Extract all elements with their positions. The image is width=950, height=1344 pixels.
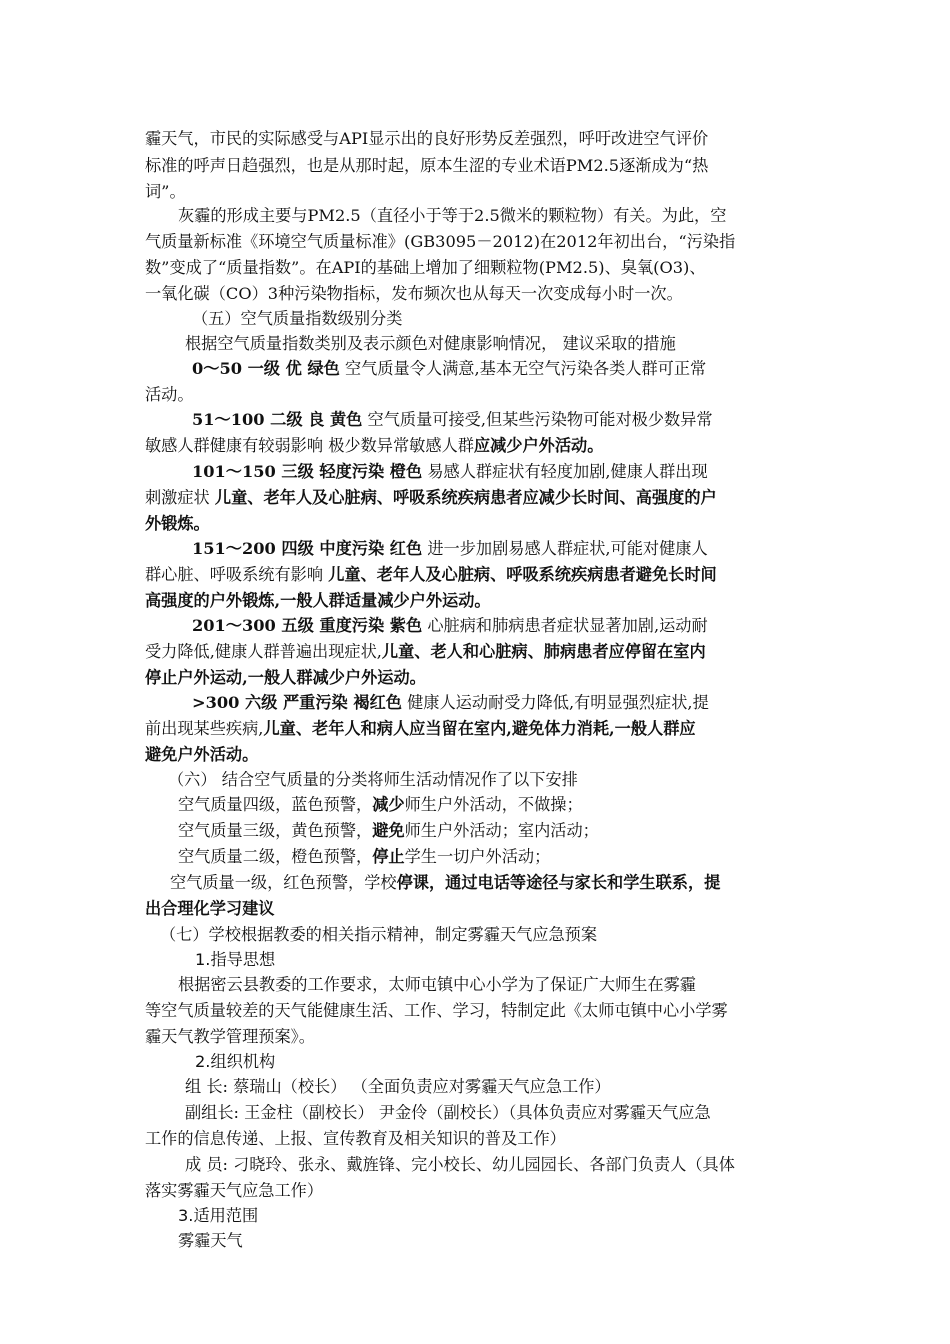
grade-3-text: 易感人群症状有轻度加剧,健康人群出现 (422, 462, 708, 481)
subsection-1-heading: 1.指导思想 (195, 950, 276, 969)
alert-1-desc: 空气质量一级，红色预警，学校 (170, 873, 397, 892)
grade-3-line-2 (145, 485, 810, 511)
alert-4-rest: 师生户外活动，不做操； (404, 795, 583, 814)
grade-5-text: 心脏病和肺病患者症状显著加剧,运动耐 (422, 616, 708, 635)
grade-5-advice: 儿童、老人和心脏病、肺病患者应停留在室内 (381, 642, 706, 661)
grade-1-head: 0～50 一级 优 绿色 (192, 359, 340, 378)
grade-2-text-2: 敏感人群健康有较弱影响 极少数异常敏感人群 (145, 436, 474, 455)
intro-line-3: 词”。 (145, 182, 186, 201)
org-deputy-line-1: 副组长: 王金柱（副校长） 尹金伶（副校长）（具体负责应对雾霾天气应急 (185, 1103, 711, 1122)
grade-2-text: 空气质量可接受,但某些污染物可能对极少数异常 (362, 410, 713, 429)
alert-1-action: 停课，通过电话等途径与家长和学生联系，提 (396, 873, 721, 892)
alert-2-rest: 学生一切户外活动； (404, 847, 551, 866)
grade-2-head: 51～100 二级 良 黄色 (192, 410, 363, 429)
grade-3-text-2: 刺激症状 (145, 488, 215, 507)
section5-heading: （五）空气质量指数级别分类 (192, 309, 403, 328)
grade-5-line-2 (145, 639, 810, 665)
guideline-line-2: 等空气质量较差的天气能健康生活、工作、学习，特制定此《太师屯镇中心小学雾 (145, 1001, 728, 1020)
org-members-line-2: 落实雾霾天气应急工作） (145, 1181, 324, 1200)
grade-2-advice: 应减少户外活动。 (473, 436, 604, 455)
grade-6-text: 健康人运动耐受力降低,有明显强烈症状,提 (401, 693, 709, 712)
grade-1-line-1 (192, 356, 810, 382)
grade-6-line-3: 避免户外活动。 (145, 745, 259, 764)
haze-para-line-1: 灰霾的形成主要与PM2.5（直径小于等于2.5微米的颗粒物）有关。为此，空 (178, 206, 727, 225)
haze-para-line-3: 数”变成了“质量指数”。在API的基础上增加了细颗粒物(PM2.5)、臭氧(O3)、 (145, 258, 706, 277)
alert-3-rest: 师生户外活动；室内活动； (404, 821, 599, 840)
alert-2-desc: 空气质量二级，橙色预警， (178, 847, 373, 866)
alert-2-action: 停止 (372, 847, 405, 866)
alert-4-action: 减少 (372, 795, 405, 814)
section6-heading: （六） 结合空气质量的分类将师生活动情况作了以下安排 (168, 770, 578, 789)
alert-level-2 (178, 844, 810, 870)
grade-5-line-3: 停止户外运动,一般人群减少户外运动。 (145, 668, 426, 687)
grade-3-advice: 儿童、老年人及心脏病、呼吸系统疾病患者应减少长时间、高强度的户 (214, 488, 717, 507)
grade-4-head: 151～200 四级 中度污染 红色 (192, 539, 423, 558)
grade-6-line-2 (145, 716, 810, 742)
grade-2-line-1 (192, 407, 810, 433)
org-members-line-1: 成 员: 刁晓玲、张永、戴旌锋、完小校长、幼儿园园长、各部门负责人（具体 (185, 1155, 735, 1174)
org-leader: 组 长: 蔡瑞山（校长） （全面负责应对雾霾天气应急工作） (185, 1077, 611, 1096)
grade-4-line-1 (192, 536, 810, 562)
grade-4-line-3: 高强度的户外锻炼,一般人群适量减少户外运动。 (145, 591, 491, 610)
grade-4-text-2: 群心脏、呼吸系统有影响 (145, 565, 329, 584)
grade-1-line-2: 活动。 (145, 385, 194, 404)
grade-5-text-2: 受力降低,健康人群普遍出现症状, (145, 642, 382, 661)
alert-level-1 (170, 870, 810, 896)
alert-level-4 (178, 792, 810, 818)
haze-para-line-2: 气质量新标准《环境空气质量标准》(GB3095－2012)在2012年初出台，“污染指 (145, 232, 736, 251)
section7-heading: （七）学校根据教委的相关指示精神，制定雾霾天气应急预案 (160, 925, 598, 944)
grade-3-head: 101～150 三级 轻度污染 橙色 (192, 462, 423, 481)
grade-2-line-2 (145, 433, 810, 459)
guideline-line-3: 霾天气教学管理预案》。 (145, 1027, 315, 1046)
grade-5-line-1 (192, 613, 810, 639)
alert-4-desc: 空气质量四级，蓝色预警， (178, 795, 373, 814)
section5-intro: 根据空气质量指数类别及表示颜色对健康影响情况， 建议采取的措施 (185, 334, 676, 353)
alert-level-1-cont: 出合理化学习建议 (145, 899, 275, 918)
grade-4-line-2 (145, 562, 810, 588)
intro-line-2: 标准的呼声日趋强烈，也是从那时起，原本生涩的专业术语PM2.5逐渐成为“热 (145, 156, 709, 175)
guideline-line-1: 根据密云县教委的工作要求，太师屯镇中心小学为了保证广大师生在雾霾 (178, 975, 696, 994)
haze-para-line-4: 一氧化碳（CO）3种污染物指标，发布频次也从每天一次变成每小时一次。 (145, 284, 683, 303)
grade-4-text: 进一步加剧易感人群症状,可能对健康人 (422, 539, 708, 558)
grade-1-text: 空气质量令人满意,基本无空气污染各类人群可正常 (339, 359, 707, 378)
grade-3-line-1 (192, 459, 810, 485)
grade-6-advice: 儿童、老年人和病人应当留在室内,避免体力消耗,一般人群应 (263, 719, 696, 738)
intro-line-1: 霾天气，市民的实际感受与API显示出的良好形势反差强烈，呼吁改进空气评价 (145, 129, 709, 148)
alert-3-desc: 空气质量三级，黄色预警， (178, 821, 373, 840)
subsection-3-heading: 3.适用范围 (178, 1206, 259, 1225)
grade-6-head: >300 六级 严重污染 褐红色 (192, 693, 402, 712)
grade-3-line-3: 外锻炼。 (145, 514, 210, 533)
subsection-2-heading: 2.组织机构 (195, 1052, 276, 1071)
grade-5-head: 201～300 五级 重度污染 紫色 (192, 616, 423, 635)
org-deputy-line-2: 工作的信息传递、上报、宣传教育及相关知识的普及工作） (145, 1129, 566, 1148)
scope-text: 雾霾天气 (178, 1231, 243, 1250)
grade-6-text-2: 前出现某些疾病, (145, 719, 264, 738)
grade-6-line-1 (192, 690, 810, 716)
alert-level-3 (178, 818, 810, 844)
grade-4-advice: 儿童、老年人及心脏病、呼吸系统疾病患者避免长时间 (328, 565, 717, 584)
alert-3-action: 避免 (372, 821, 405, 840)
